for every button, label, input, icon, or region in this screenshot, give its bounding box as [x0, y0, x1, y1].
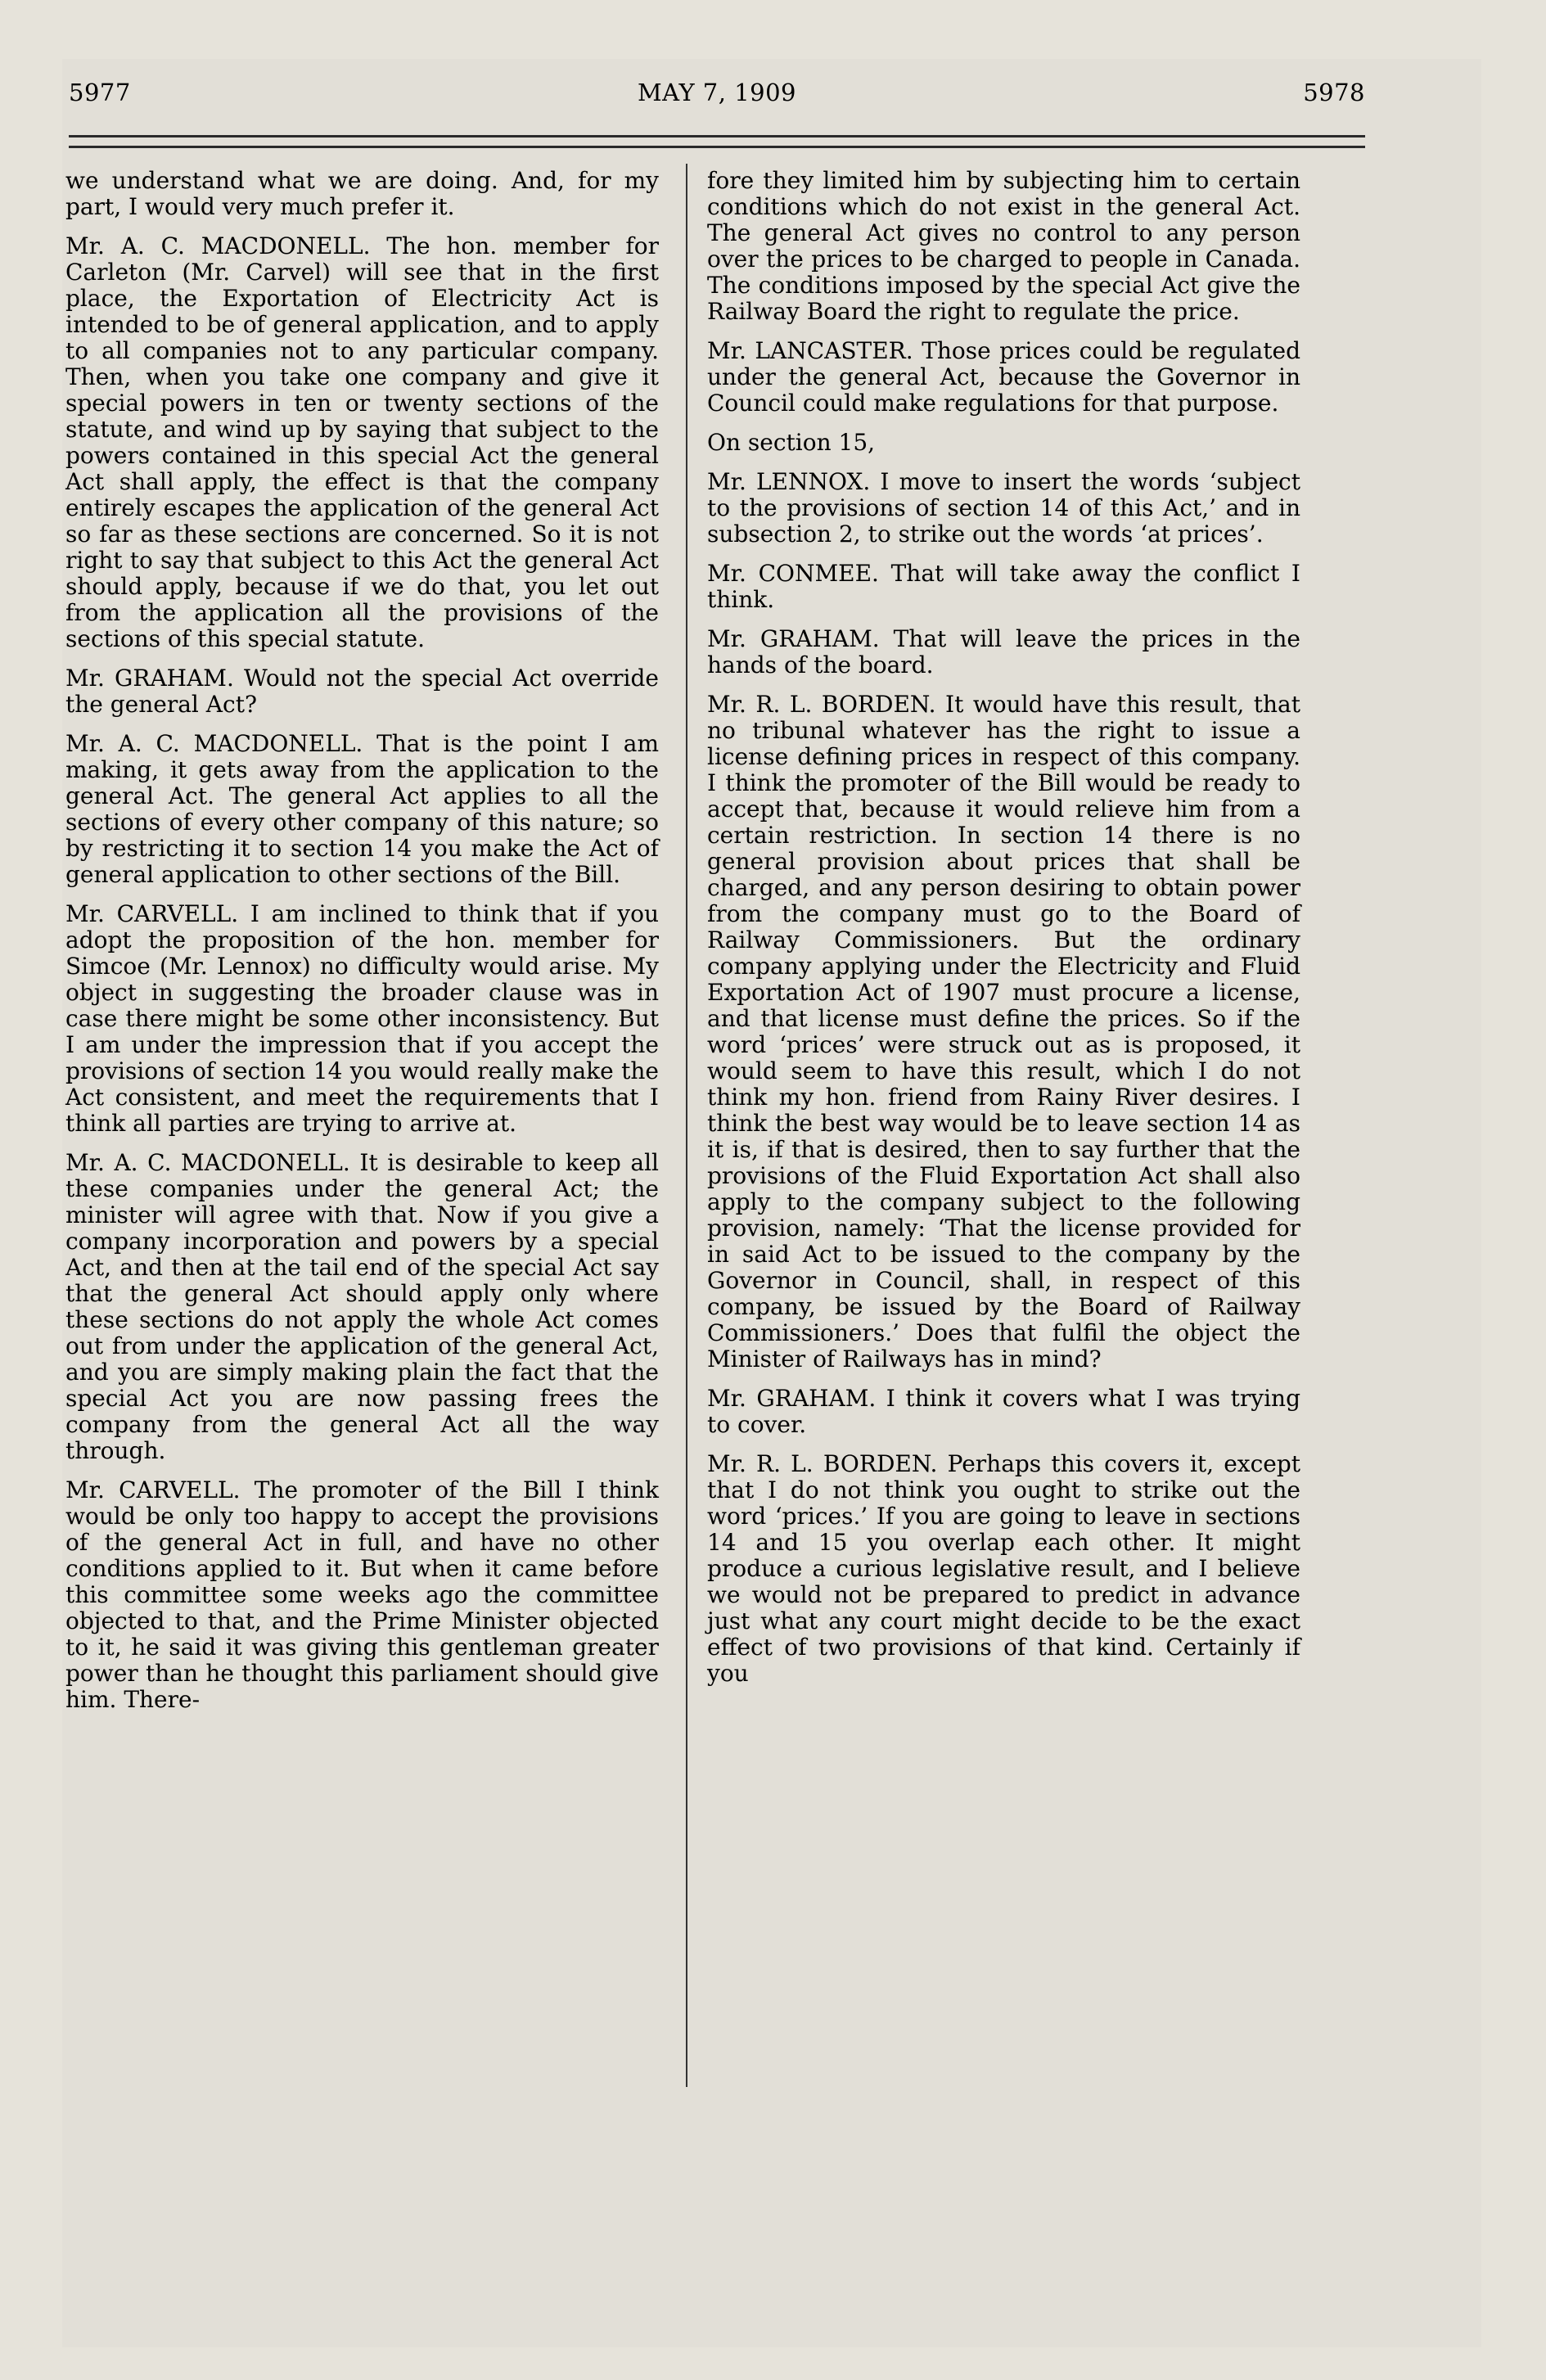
- paragraph: Mr. R. L. BORDEN. Perhaps this covers it, except that I do not think you ought to strike out the word ‘prices.’ If you are going to leave in sections 14 and 15 you overlap each other. It might produce a curious legislative result, and I believe we would not be prepared to predict in advance just what any court might decide to be the exact effect of two provisions of that kind. Certainly if you: [707, 1450, 1300, 1687]
- header-rule-bottom: [69, 146, 1365, 148]
- paragraph: Mr. CARVELL. I am inclined to think that if you adopt the proposition of the hon. member for Simcoe (Mr. Lennox) no difficulty would arise. My object in suggesting the broader clause was in case there might be some other inconsistency. But I am under the impression that if you accept the provisions of section 14 you would really make the Act consistent, and meet the requirements that I think all parties are trying to arrive at.: [65, 900, 659, 1137]
- paragraph: Mr. GRAHAM. That will leave the prices in the hands of the board.: [707, 625, 1300, 678]
- paragraph: Mr. A. C. MACDONELL. The hon. member for Carleton (Mr. Carvel) will see that in the first place, the Exportation of Electricity Act is intended to be of general application, and to apply to all companies not to any particular company. Then, when you take one company and give it special powers in ten or twenty sections of the statute, and wind up by saying that subject to the powers contained in this special Act the general Act shall apply, the effect is that the company entirely escapes the application of the general Act so far as these sections are concerned. So it is not right to say that subject to this Act the general Act should apply, because if we do that, you let out from the application all the provisions of the sections of this special statute.: [65, 232, 659, 652]
- left-page-number: 5977: [69, 79, 131, 106]
- paragraph: Mr. LENNOX. I move to insert the words ‘subject to the provisions of section 14 of this Act,’ and in subsection 2, to strike out the words ‘at prices’.: [707, 468, 1300, 548]
- paragraph: fore they limited him by subjecting him to certain conditions which do not exist in the general Act. The general Act gives no control to any person over the prices to be charged to people in Canada. The conditions imposed by the special Act give the Railway Board the right to regulate the price.: [707, 167, 1300, 325]
- right-page-number: 5978: [1303, 79, 1365, 106]
- paragraph: Mr. R. L. BORDEN. It would have this result, that no tribunal whatever has the right to issue a license defining prices in respect of this company. I think the promoter of the Bill would be ready to accept that, because it would relieve him from a certain restriction. In section 14 there is no general provision about prices that shall be charged, and any person desiring to obtain power from the company must go to the Board of Railway Commissioners. But the ordinary company applying under the Electricity and Fluid Exportation Act of 1907 must procure a license, and that license must define the prices. So if the word ‘prices’ were struck out as is proposed, it would seem to have this result, which I do not think my hon. friend from Rainy River desires. I think the best way would be to leave section 14 as it is, if that is desired, then to say further that the provisions of the Fluid Exportation Act shall also apply to the company subject to the following provision, namely: ‘That the license provided for in said Act to be issued to the company by the Governor in Council, shall, in respect of this company, be issued by the Board of Railway Commissioners.’ Does that fulfil the object the Minister of Railways has in mind?: [707, 691, 1300, 1373]
- paragraph: On section 15,: [707, 429, 876, 456]
- left-column: [65, 168, 659, 1726]
- paragraph: Mr. CONMEE. That will take away the conflict I think.: [707, 560, 1300, 613]
- right-column: [707, 168, 1300, 1700]
- paragraph: Mr. A. C. MACDONELL. That is the point I am making, it gets away from the application to the general Act. The general Act applies to all the sections of every other company of this nature; so by restricting it to section 14 you make the Act of general application to other sections of the Bill.: [65, 730, 659, 888]
- paragraph: Mr. GRAHAM. I think it covers what I was trying to cover.: [707, 1385, 1300, 1438]
- paragraph: Mr. LANCASTER. Those prices could be regulated under the general Act, because the Governor in Council could make regulations for that purpose.: [707, 337, 1300, 417]
- page-header: [69, 79, 1365, 119]
- column-divider: [686, 164, 687, 2087]
- header-rule-top: [69, 135, 1365, 137]
- paragraph: we understand what we are doing. And, for my part, I would very much prefer it.: [65, 167, 659, 220]
- paragraph: Mr. CARVELL. The promoter of the Bill I think would be only too happy to accept the provisions of the general Act in full, and have no other conditions applied to it. But when it came before this committee some weeks ago the committee objected to that, and the Prime Minister objected to it, he said it was giving this gentleman greater power than he thought this parliament should give him. There-: [65, 1476, 659, 1713]
- paragraph: Mr. GRAHAM. Would not the special Act override the general Act?: [65, 665, 659, 718]
- paragraph: Mr. A. C. MACDONELL. It is desirable to keep all these companies under the general Act; the minister will agree with that. Now if you give a company incorporation and powers by a special Act, and then at the tail end of the special Act say that the general Act should apply only where these sections do not apply the whole Act comes out from under the application of the general Act, and you are simply making plain the fact that the special Act you are now passing frees the company from the general Act all the way through.: [65, 1149, 659, 1464]
- header-date: MAY 7, 1909: [637, 79, 796, 106]
